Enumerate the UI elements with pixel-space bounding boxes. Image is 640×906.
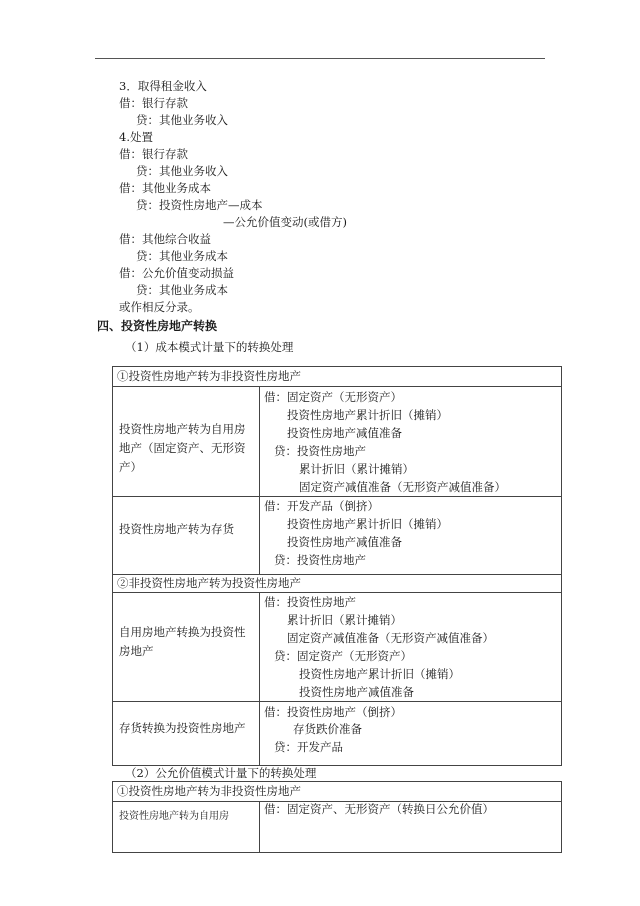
table-cell: 借：投资性房地产 bbox=[264, 595, 356, 609]
entry-line: 贷：其他业务成本 bbox=[136, 249, 228, 263]
entry-line: 借：其他业务成本 bbox=[119, 181, 211, 195]
table-cell: 投资性房地产减值准备 bbox=[287, 426, 402, 440]
conversion-table-fair-value-model bbox=[112, 781, 562, 853]
table-cell: 贷：固定资产（无形资产） bbox=[274, 649, 412, 663]
entry-line: 借：其他综合收益 bbox=[119, 232, 211, 246]
entry-line: 贷：投资性房地产—成本 bbox=[136, 198, 263, 212]
table-header: ①投资性房地产转为非投资性房地产 bbox=[117, 784, 301, 798]
table-header: ②非投资性房地产转为投资性房地产 bbox=[117, 576, 301, 590]
table-cell: 借：固定资产、无形资产（转换日公允价值） bbox=[264, 802, 494, 816]
table-cell: 固定资产减值准备（无形资产减值准备） bbox=[299, 480, 506, 494]
table-cell: 借：投资性房地产（倒挤） bbox=[264, 705, 402, 719]
subsection-title: （1）成本模式计量下的转换处理 bbox=[125, 340, 294, 354]
table-cell: 贷：开发产品 bbox=[274, 740, 343, 754]
conversion-table-cost-model bbox=[112, 366, 562, 766]
table-cell: 投资性房地产累计折旧（摊销） bbox=[287, 408, 448, 422]
table-row-label: 存货转换为投资性房地产 bbox=[119, 721, 246, 735]
header-rule bbox=[95, 58, 545, 59]
table-cell: 借：开发产品（倒挤） bbox=[264, 499, 379, 513]
table-cell: 存货跌价准备 bbox=[293, 722, 362, 736]
table-cell: 投资性房地产累计折旧（摊销） bbox=[287, 517, 448, 531]
entry-line: 借：银行存款 bbox=[119, 96, 188, 110]
table-row-label: 投资性房地产转为自用房地产（固定资产、无形资产） bbox=[119, 422, 246, 474]
table-row-label: 投资性房地产转为存货 bbox=[119, 522, 234, 536]
subsection-title: （2）公允价值模式计量下的转换处理 bbox=[125, 766, 317, 780]
entry-line: —公允价值变动(或借方) bbox=[223, 215, 347, 229]
table-cell: 投资性房地产减值准备 bbox=[287, 535, 402, 549]
table-cell: 贷：投资性房地产 bbox=[274, 444, 366, 458]
table-header: ①投资性房地产转为非投资性房地产 bbox=[117, 369, 301, 383]
entry-line: 3．取得租金收入 bbox=[119, 79, 207, 93]
table-cell: 固定资产减值准备（无形资产减值准备） bbox=[287, 631, 494, 645]
entry-line: 贷：其他业务收入 bbox=[136, 113, 228, 127]
entry-line: 借：公允价值变动损益 bbox=[119, 266, 234, 280]
entry-line: 贷：其他业务成本 bbox=[136, 283, 228, 297]
table-cell: 累计折旧（累计摊销） bbox=[299, 462, 414, 476]
table-cell: 累计折旧（累计摊销） bbox=[287, 613, 402, 627]
entry-line: 4.处置 bbox=[119, 130, 153, 144]
entry-line: 或作相反分录。 bbox=[119, 300, 200, 314]
table-row-label: 投资性房地产转为自用房 bbox=[119, 811, 229, 822]
table-cell: 投资性房地产减值准备 bbox=[299, 685, 414, 699]
entry-line: 借：银行存款 bbox=[119, 147, 188, 161]
table-cell: 借：固定资产（无形资产） bbox=[264, 390, 402, 404]
entry-line: 贷：其他业务收入 bbox=[136, 164, 228, 178]
table-row-label: 自用房地产转换为投资性房地产 bbox=[119, 625, 246, 658]
table-cell: 投资性房地产累计折旧（摊销） bbox=[299, 667, 460, 681]
table-cell: 贷：投资性房地产 bbox=[274, 553, 366, 567]
section-heading: 四、投资性房地产转换 bbox=[97, 319, 218, 333]
